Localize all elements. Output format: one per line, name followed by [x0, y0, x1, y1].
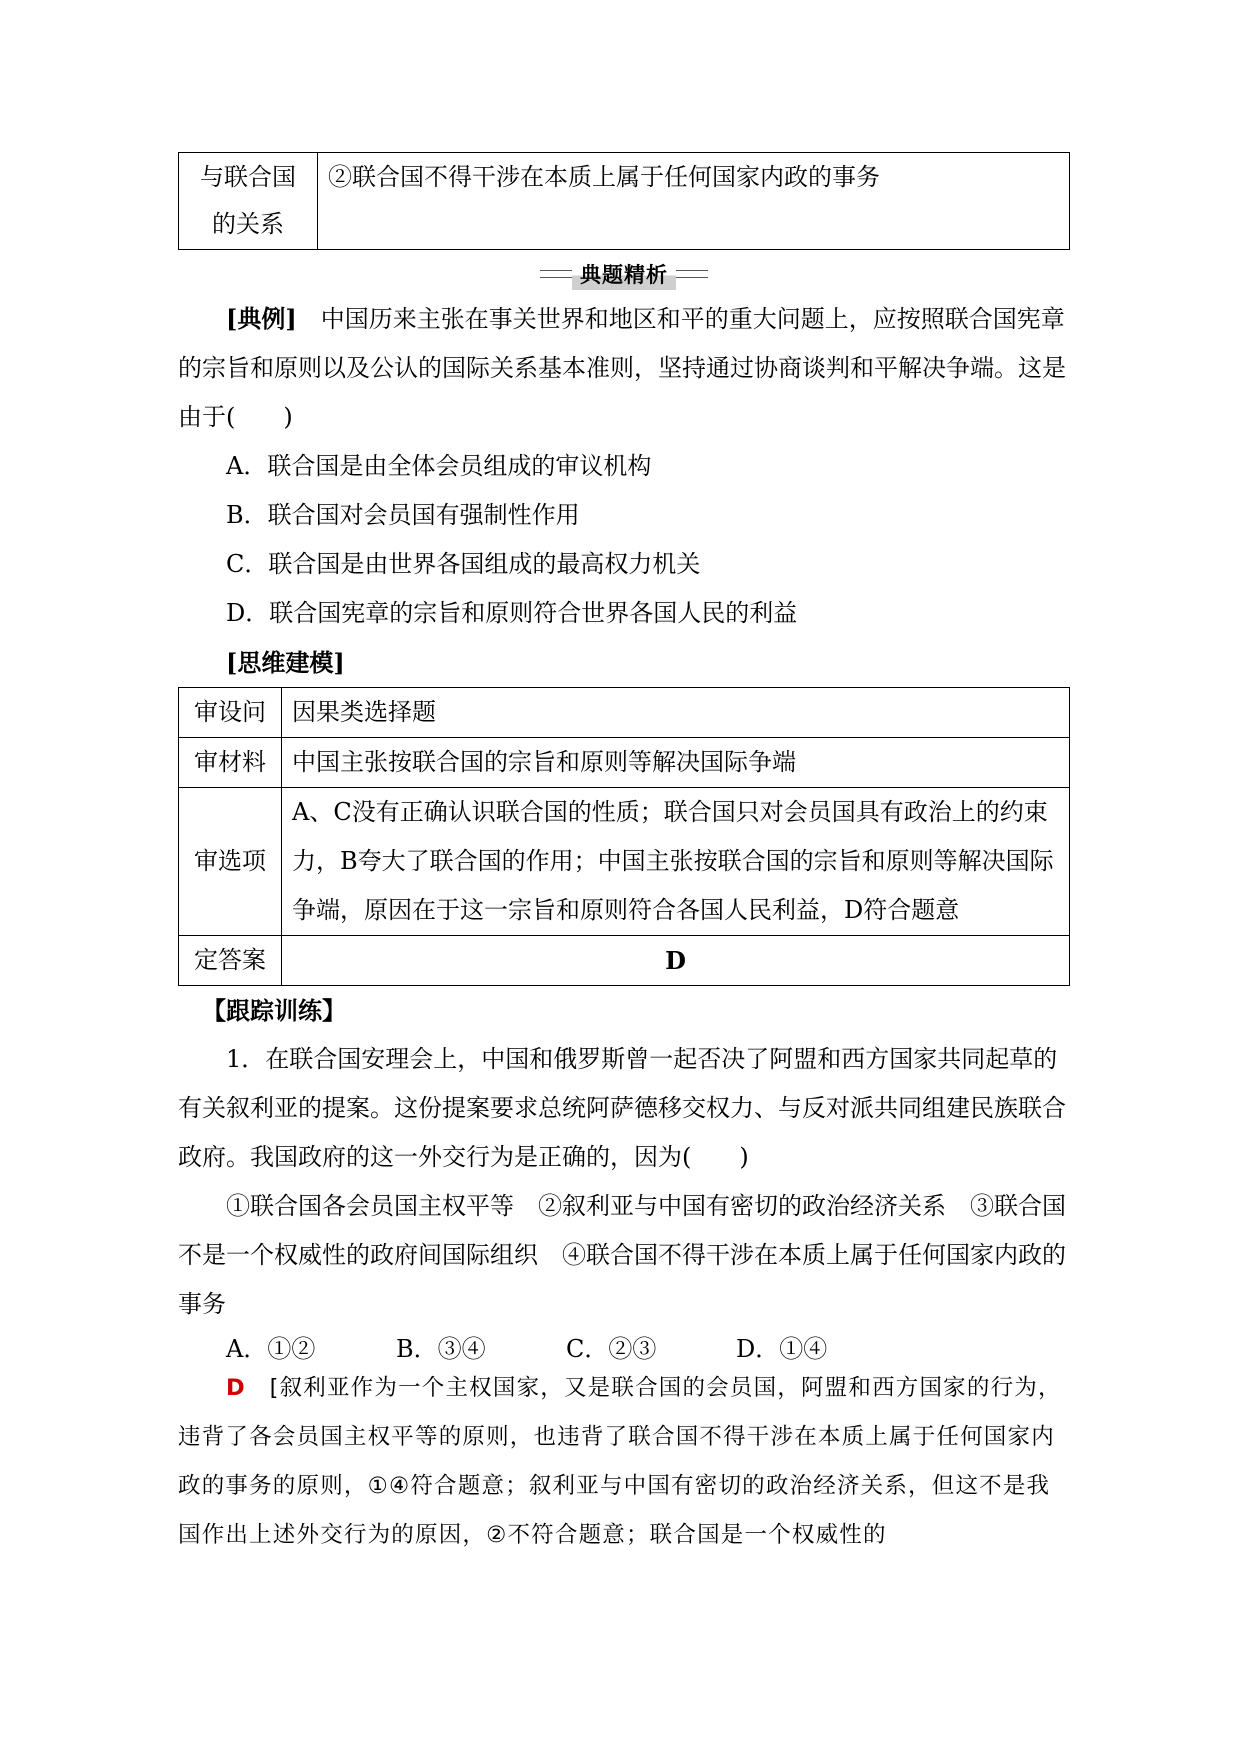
section-header-left-line: [540, 270, 572, 278]
table-row: [179, 936, 1070, 986]
model-value-cell: A、C没有正确认识联合国的性质；联合国只对会员国具有政治上的约束力，B夸大了联合国的作用；中国主张按联合国的宗旨和原则等解决国际争端，原因在于这一宗旨和原则符合各国人民利益，D符合题意: [282, 788, 1070, 936]
example-question: [178, 294, 1070, 442]
example-option-d: D．联合国宪章的宗旨和原则符合世界各国人民的利益: [226, 599, 798, 627]
table-row: [179, 788, 1070, 936]
table-value-cell: ②联合国不得干涉在本质上属于任何国家内政的事务: [318, 153, 1070, 250]
model-table: [178, 687, 1070, 986]
table-row: [179, 738, 1070, 788]
question-1-choices: [178, 1329, 1070, 1364]
model-answer-cell: D: [282, 936, 1070, 986]
question-1-explanation: [178, 1364, 1070, 1560]
model-tag: [思维建模]: [226, 648, 345, 677]
model-label-cell: 定答案: [179, 936, 282, 986]
answer-letter: D: [226, 1375, 246, 1401]
document-body: [178, 152, 1070, 1560]
table-row: [179, 688, 1070, 738]
choice-b: B．③④: [396, 1335, 486, 1363]
section-header: [178, 254, 1070, 294]
example-option-c: C．联合国是由世界各国组成的最高权力机关: [226, 550, 701, 578]
model-value-cell: 中国主张按联合国的宗旨和原则等解决国际争端: [282, 738, 1070, 788]
choice-a: A．①②: [226, 1335, 316, 1363]
choice-d: D．①④: [736, 1335, 828, 1363]
table-row: [179, 153, 1070, 250]
section-header-right-line: [676, 270, 708, 278]
question-1-stem: 1．在联合国安理会上，中国和俄罗斯曾一起否决了阿盟和西方国家共同起草的有关叙利亚的提案。这份提案要求总统阿萨德移交权力、与反对派共同组建民族联合政府。我国政府的这一外交行为是正确的，因为( ): [178, 1045, 1066, 1171]
section-title: 典题精析: [572, 258, 676, 290]
example-option-b: B．联合国对会员国有强制性作用: [226, 501, 580, 529]
question-1-statements: ①联合国各会员国主权平等 ②叙利亚与中国有密切的政治经济关系 ③联合国不是一个权威性的政府间国际组织 ④联合国不得干涉在本质上属于任何国家内政的事务: [178, 1192, 1066, 1318]
model-label-cell: 审设问: [179, 688, 282, 738]
example-stem: 中国历来主张在事关世界和地区和平的重大问题上，应按照联合国宪章的宗旨和原则以及公认的国际关系基本准则，坚持通过协商谈判和平解决争端。这是由于( ): [178, 305, 1066, 431]
example-option-a: A．联合国是由全体会员组成的审议机构: [226, 452, 652, 480]
model-value-cell: 因果类选择题: [282, 688, 1070, 738]
model-label-cell: 审材料: [179, 738, 282, 788]
table-label-cell: 与联合国的关系: [179, 153, 318, 250]
choice-c: C．②③: [566, 1335, 657, 1363]
top-table: [178, 152, 1070, 250]
training-title: 【跟踪训练】: [202, 996, 346, 1025]
model-label-cell: 审选项: [179, 788, 282, 936]
example-tag: [典例]: [226, 304, 297, 333]
explanation-text: [叙利亚作为一个主权国家，又是联合国的会员国，阿盟和西方国家的行为，违背了各会员国主权平等的原则，也违背了联合国不得干涉在本质上属于任何国家内政的事务的原则，①④符合题意；叙利亚与中国有密切的政治经济关系，但这不是我国作出上述外交行为的原因，②不符合题意；联合国是一个权威性的: [178, 1375, 1062, 1548]
